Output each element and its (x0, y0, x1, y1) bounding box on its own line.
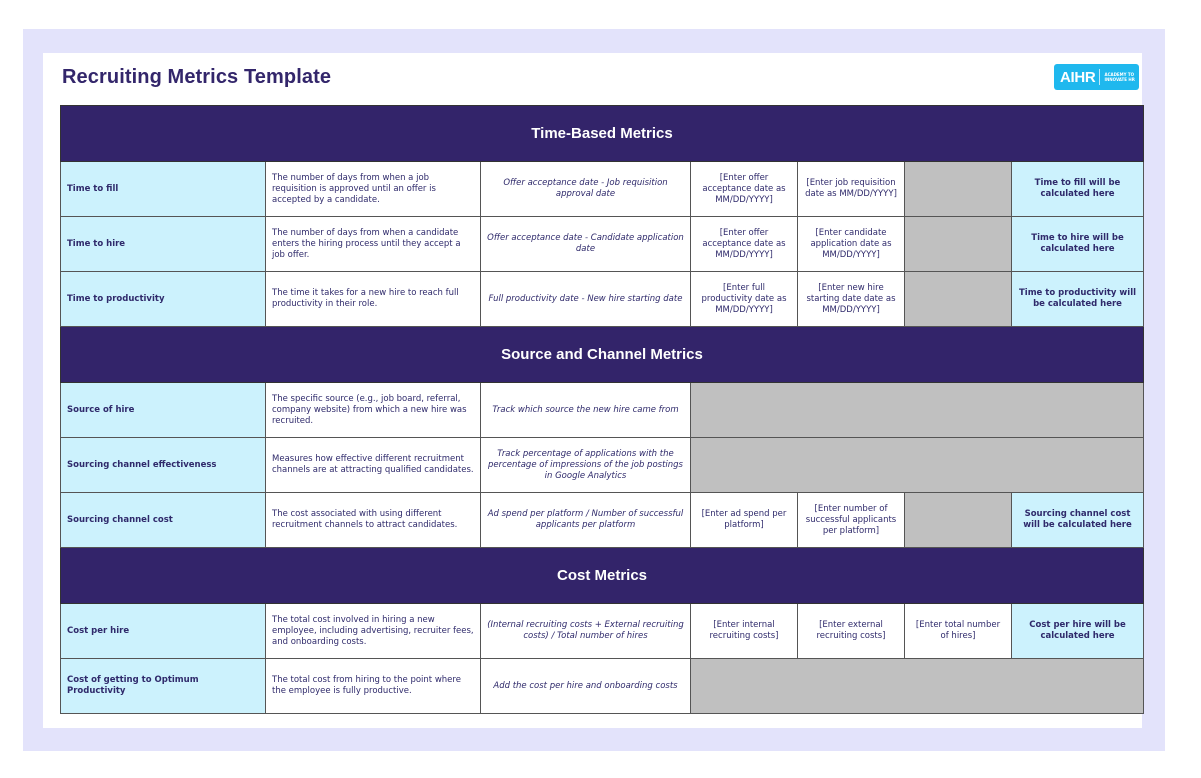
table-row (61, 272, 1144, 327)
metric-formula: Full productivity date - New hire starting date (481, 272, 691, 327)
metric-name: Sourcing channel effectiveness (61, 438, 266, 493)
table-row (61, 162, 1144, 217)
table-row (61, 493, 1144, 548)
result-cell: Time to fill will be calculated here (1012, 162, 1144, 217)
metric-name: Time to productivity (61, 272, 266, 327)
unused-cell (905, 217, 1012, 272)
metric-description: Measures how effective different recruitment channels are at attracting qualified candidates. (266, 438, 481, 493)
table-row (61, 383, 1144, 438)
metric-name: Source of hire (61, 383, 266, 438)
input-cell[interactable]: [Enter number of successful applicants per platform] (798, 493, 905, 548)
table-row (61, 217, 1144, 272)
result-cell: Cost per hire will be calculated here (1012, 604, 1144, 659)
section-title: Cost Metrics (61, 548, 1144, 604)
result-cell: Time to hire will be calculated here (1012, 217, 1144, 272)
section-header-source-channel (61, 327, 1144, 383)
page-title: Recruiting Metrics Template (62, 66, 332, 88)
table-row (61, 438, 1144, 493)
metric-formula: Add the cost per hire and onboarding costs (481, 659, 691, 714)
metric-formula: Offer acceptance date - Candidate application date (481, 217, 691, 272)
unused-cell (691, 659, 1144, 714)
input-cell[interactable]: [Enter offer acceptance date as MM/DD/YYYY] (691, 162, 798, 217)
logo-subtitle: ACADEMY TO INNOVATE HR (1104, 72, 1135, 82)
table-row (61, 659, 1144, 714)
table-row (61, 604, 1144, 659)
unused-cell (905, 272, 1012, 327)
metric-formula: Ad spend per platform / Number of successful applicants per platform (481, 493, 691, 548)
section-header-time-based (61, 106, 1144, 162)
metric-formula: (Internal recruiting costs + External recruiting costs) / Total number of hires (481, 604, 691, 659)
metric-description: The specific source (e.g., job board, referral, company website) from which a new hire was recruited. (266, 383, 481, 438)
section-header-cost (61, 548, 1144, 604)
metric-formula: Track which source the new hire came from (481, 383, 691, 438)
metrics-table (60, 105, 1144, 714)
input-cell[interactable]: [Enter total number of hires] (905, 604, 1012, 659)
metric-formula: Offer acceptance date - Job requisition approval date (481, 162, 691, 217)
unused-cell (691, 438, 1144, 493)
metric-description: The cost associated with using different recruitment channels to attract candidates. (266, 493, 481, 548)
input-cell[interactable]: [Enter external recruiting costs] (798, 604, 905, 659)
metric-formula: Track percentage of applications with the percentage of impressions of the job postings in Google Analytics (481, 438, 691, 493)
metric-name: Sourcing channel cost (61, 493, 266, 548)
section-title: Time-Based Metrics (61, 106, 1144, 162)
metric-name: Time to fill (61, 162, 266, 217)
result-cell: Time to productivity will be calculated here (1012, 272, 1144, 327)
input-cell[interactable]: [Enter job requisition date as MM/DD/YYYY] (798, 162, 905, 217)
result-cell: Sourcing channel cost will be calculated here (1012, 493, 1144, 548)
aihr-logo (1054, 64, 1139, 90)
input-cell[interactable]: [Enter new hire starting date date as MM/DD/YYYY] (798, 272, 905, 327)
logo-mark: AIHR (1060, 68, 1096, 86)
metric-description: The total cost from hiring to the point where the employee is fully productive. (266, 659, 481, 714)
metric-description: The time it takes for a new hire to reach full productivity in their role. (266, 272, 481, 327)
section-title: Source and Channel Metrics (61, 327, 1144, 383)
input-cell[interactable]: [Enter internal recruiting costs] (691, 604, 798, 659)
unused-cell (905, 162, 1012, 217)
metric-name: Cost of getting to Optimum Productivity (61, 659, 266, 714)
metric-description: The number of days from when a candidate enters the hiring process until they accept a job offer. (266, 217, 481, 272)
unused-cell (691, 383, 1144, 438)
input-cell[interactable]: [Enter candidate application date as MM/DD/YYYY] (798, 217, 905, 272)
input-cell[interactable]: [Enter offer acceptance date as MM/DD/YYYY] (691, 217, 798, 272)
input-cell[interactable]: [Enter ad spend per platform] (691, 493, 798, 548)
metric-name: Time to hire (61, 217, 266, 272)
metric-description: The total cost involved in hiring a new employee, including advertising, recruiter fees, and onboarding costs. (266, 604, 481, 659)
input-cell[interactable]: [Enter full productivity date as MM/DD/YYYY] (691, 272, 798, 327)
metric-name: Cost per hire (61, 604, 266, 659)
unused-cell (905, 493, 1012, 548)
logo-divider (1099, 69, 1100, 85)
metric-description: The number of days from when a job requisition is approved until an offer is accepted by a candidate. (266, 162, 481, 217)
